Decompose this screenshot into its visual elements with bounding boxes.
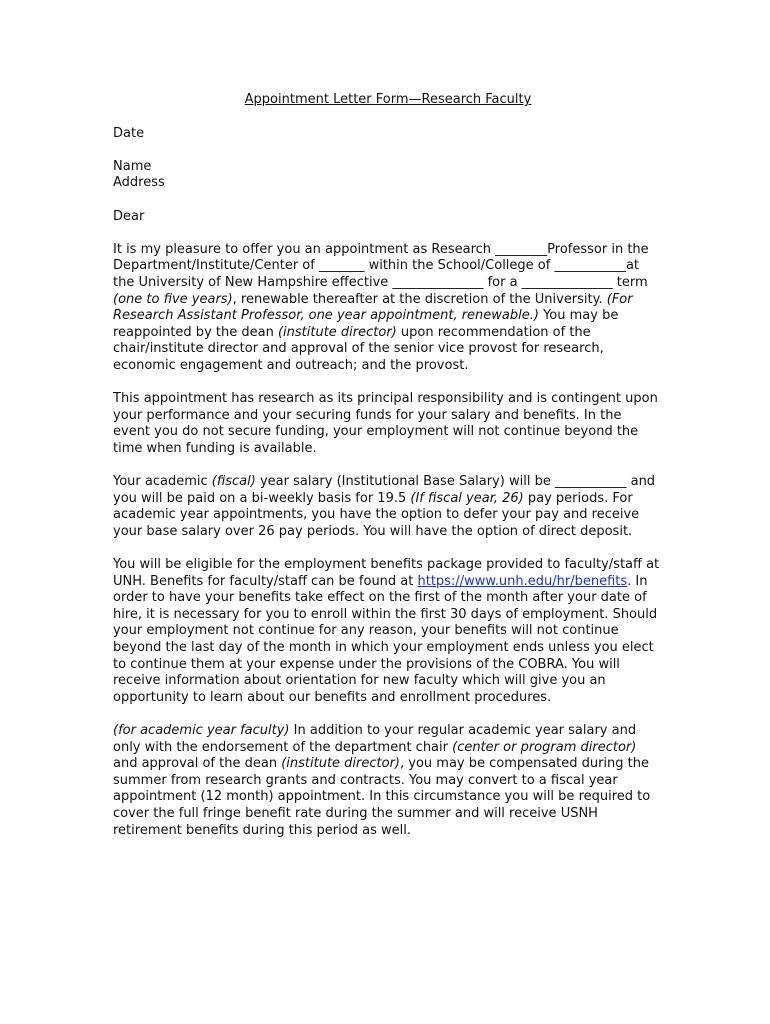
- text-run: Your academic: [113, 474, 212, 490]
- text-run: . In order to have your benefits take effect on the first of the month after your date of hire, it is necessary for you to enroll within the first 30 days of employment. Should your employment not continue for any reason, your benefits will not continue beyond the last day of the month in which your employment ends unless you elect to continue them at your expense under the provisions of the COBRA. You will receive information about orientation for new faculty which will give you an opportunity to learn about our benefits and enrollment procedures.: [113, 573, 658, 705]
- paragraph-appointment: [113, 242, 661, 375]
- italic-note: (If fiscal year, 26): [410, 490, 524, 506]
- text-run: upon recommendation of the chair/institute director and approval of the senior vice provost for research, economic engagement and outreach; and the provost.: [113, 324, 604, 373]
- italic-note: (for academic year faculty): [113, 722, 290, 738]
- address-line: Address: [113, 175, 165, 191]
- italic-note: (institute director): [277, 324, 397, 340]
- italic-note: (fiscal): [211, 474, 256, 490]
- benefits-link[interactable]: https://www.unh.edu/hr/benefits: [417, 573, 628, 589]
- italic-note: (one to five years): [113, 291, 233, 307]
- text-run: , you may be compensated during the summer from research grants and contracts. You may convert to a fiscal year appointment (12 month) appointment. In this circumstance you will be required to cover the full fringe benefit rate during the summer and will receive USNH retirement benefits during this period as well.: [113, 756, 651, 838]
- name-line: Name: [113, 158, 152, 174]
- paragraph-summer-salary: [113, 723, 661, 839]
- text-run: pay periods. For academic year appointments, you have the option to defer your pay and receive your base salary over 26 pay periods. You will have the option of direct deposit.: [113, 490, 640, 539]
- date-line: Date: [113, 125, 145, 141]
- text-run: year salary (Institutional Base Salary) will be ___________ and you will be paid on a bi-weekly basis for 19.5: [113, 474, 656, 506]
- italic-note: (center or program director): [452, 739, 637, 755]
- paragraph-research-responsibility: This appointment has research as its principal responsibility and is contingent upon your performance and your securing funds for your salary and benefits. In the event you do not secure funding, your employment will not continue beyond the time when funding is available.: [113, 391, 658, 456]
- text-run: You will be eligible for the employment benefits package provided to faculty/staff at UNH. Benefits for faculty/staff can be found at: [113, 557, 660, 589]
- paragraph-benefits: [113, 557, 661, 706]
- text-run: , renewable thereafter at the discretion of the University.: [232, 291, 607, 307]
- text-run: and approval of the dean: [113, 756, 282, 772]
- text-run: In addition to your regular academic year salary and only with the endorsement of the department chair: [113, 722, 637, 755]
- letter-page: [113, 92, 661, 839]
- italic-note: (institute director): [281, 756, 400, 772]
- paragraph-salary: [113, 474, 661, 540]
- text-run: It is my pleasure to offer you an appointment as Research ________Professor in the Department/Institute/Center of _______ within the School/College of ___________at the University of New Hampshire effective ______________ for a ______________ term: [113, 241, 649, 290]
- document-title: Appointment Letter Form—Research Faculty: [244, 92, 532, 107]
- salutation: Dear: [113, 208, 145, 224]
- italic-note: (For Research Assistant Professor, one year appointment, renewable.): [113, 291, 633, 324]
- text-run: You may be reappointed by the dean: [113, 308, 619, 340]
